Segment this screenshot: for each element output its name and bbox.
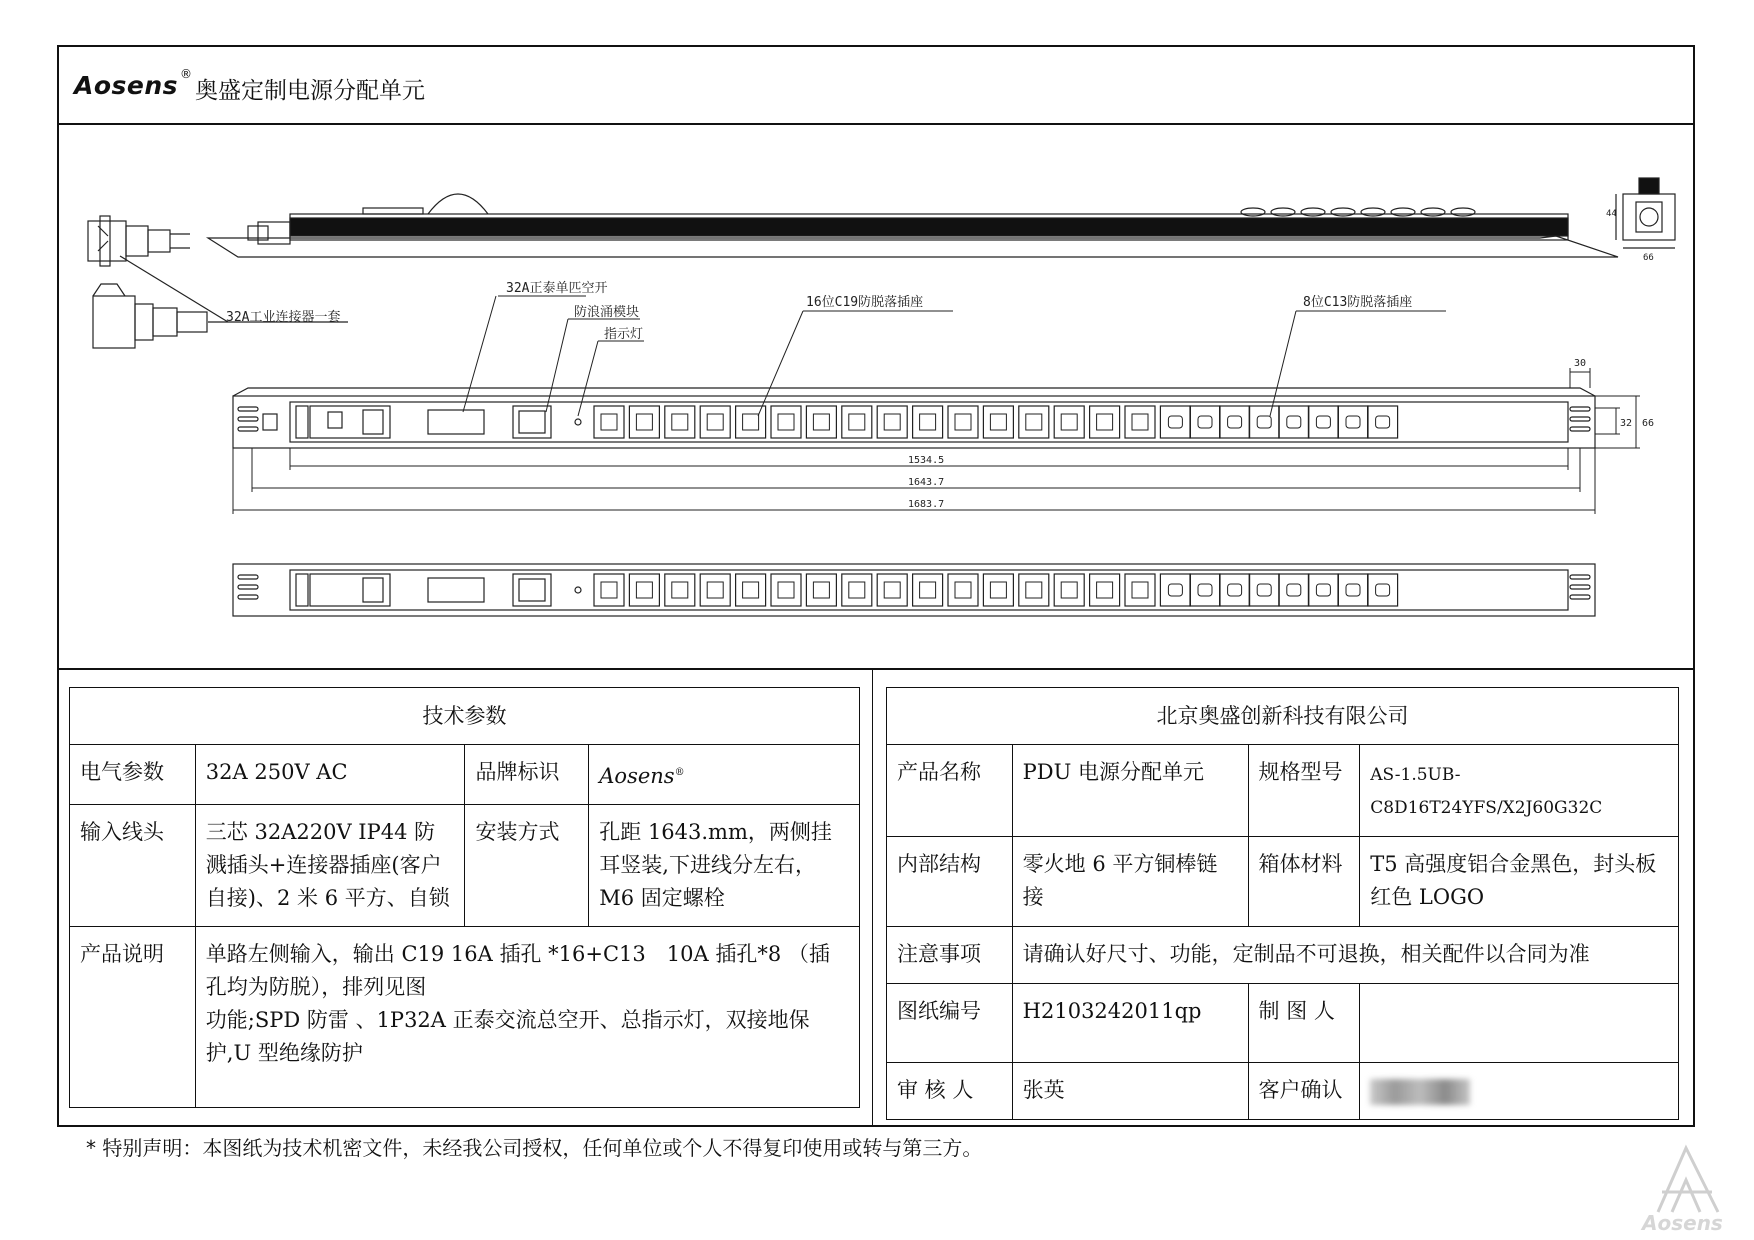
svg-text:66: 66 [1643, 253, 1654, 263]
c13-outlet-icon [1368, 406, 1398, 438]
label-c19: 16位C19防脱落插座 [806, 295, 924, 310]
label-drawing-no: 图纸编号 [887, 984, 1013, 1063]
svg-text:1643.7: 1643.7 [908, 477, 945, 488]
c19-outlet-icon [1054, 406, 1084, 438]
c19-outlet-icon [842, 406, 872, 438]
top-outlets [1241, 208, 1475, 216]
c19-outlet-icon [1054, 574, 1084, 606]
value-customer-confirm [1360, 1063, 1679, 1120]
label-model: 规格型号 [1248, 745, 1360, 837]
mounting-ear-left [238, 407, 258, 431]
side-view [208, 194, 1618, 257]
c19-outlet-icon [665, 406, 695, 438]
value-material: T5 高强度铝合金黑色，封头板红色 LOGO [1360, 837, 1679, 927]
label-electrical: 电气参数 [70, 745, 196, 805]
svg-text:1534.5: 1534.5 [908, 455, 945, 466]
section-divider [57, 668, 1695, 670]
watermark-logo [1638, 1140, 1738, 1235]
label-notice: 注意事项 [887, 927, 1013, 984]
c19-outlet-icon [806, 406, 836, 438]
c19-outlet-icon [771, 406, 801, 438]
c19-outlet-icon [771, 574, 801, 606]
label-customer-confirm: 客户确认 [1248, 1063, 1360, 1120]
c13-outlet-icon [1249, 406, 1279, 438]
watermark-text: Aosens [1642, 1211, 1723, 1235]
c19-outlet-icon [913, 574, 943, 606]
column-divider [872, 668, 873, 1127]
c13-outlet-icon [1308, 406, 1338, 438]
tech-heading: 技术参数 [70, 688, 860, 745]
label-product-name: 产品名称 [887, 745, 1013, 837]
c19-outlet-icon [842, 574, 872, 606]
label-breaker: 32A正泰单匹空开 [506, 281, 608, 296]
svg-text:44: 44 [1606, 209, 1617, 219]
label-install: 安装方式 [465, 805, 589, 927]
label-input: 输入线头 [70, 805, 196, 927]
c19-outlet-icon [1019, 406, 1049, 438]
label-material: 箱体材料 [1248, 837, 1360, 927]
value-input: 三芯 32A220V IP44 防溅插头+连接器插座(客户自接)、2 米 6 平方、自锁 [195, 805, 465, 927]
c19-outlet-icon [948, 574, 978, 606]
c13-outlet-icon [1338, 574, 1368, 606]
value-model: AS-1.5UB-C8D16T24YFS/X2J60G32C [1360, 745, 1679, 837]
label-c13: 8位C13防脱落插座 [1303, 295, 1413, 310]
c19-outlet-icon [629, 574, 659, 606]
value-drawing-no: H2103242011qp [1012, 984, 1248, 1063]
registered-mark: ® [180, 67, 192, 81]
value-structure: 零火地 6 平方铜棒链接 [1012, 837, 1248, 927]
c13-outlet-icon [1160, 574, 1190, 606]
label-brand: 品牌标识 [465, 745, 589, 805]
svg-text:32: 32 [1620, 418, 1633, 429]
c19-outlet-icon [913, 406, 943, 438]
title-block [57, 45, 1695, 125]
c19-outlet-icon [1019, 574, 1049, 606]
value-drafter [1360, 984, 1679, 1063]
c13-outlet-icon [1338, 406, 1368, 438]
c19-outlet-icon [736, 574, 766, 606]
c19-outlet-icon [1090, 406, 1120, 438]
c19-outlet-icon [629, 406, 659, 438]
c13-outlet-icon [1368, 574, 1398, 606]
c19-outlet-icon [983, 406, 1013, 438]
svg-text:30: 30 [1574, 358, 1587, 369]
value-description: 单路左侧输入，输出 C19 16A 插孔 *16+C13 10A 插孔*8 （插孔均为防脱），排列见图 功能;SPD 防雷 、1P32A 正泰交流总空开、总指示灯，双接地保护,U 型绝缘防护 [195, 927, 859, 1108]
label-drafter: 制 图 人 [1248, 984, 1360, 1063]
connector-socket-icon [93, 284, 207, 348]
value-electrical: 32A 250V AC [195, 745, 465, 805]
c19-outlet-icon [806, 574, 836, 606]
redacted-signature [1370, 1079, 1470, 1105]
label-structure: 内部结构 [887, 837, 1013, 927]
tech-params-table [69, 687, 860, 1108]
label-reviewer: 审 核 人 [887, 1063, 1013, 1120]
c13-outlet-icon [1249, 574, 1279, 606]
svg-text:66: 66 [1642, 418, 1655, 429]
c19-outlet-icon [700, 574, 730, 606]
c13-outlet-icon [1220, 406, 1250, 438]
c19-outlet-icon [1090, 574, 1120, 606]
company-heading: 北京奥盛创新科技有限公司 [887, 688, 1679, 745]
industrial-plug-icon [88, 216, 190, 266]
technical-drawing [58, 126, 1694, 666]
c19-outlet-icon [948, 406, 978, 438]
front-view-bottom [233, 564, 1595, 616]
c19-outlet-icon [736, 406, 766, 438]
end-view [1606, 178, 1675, 263]
value-reviewer: 张英 [1012, 1063, 1248, 1120]
value-notice: 请确认好尺寸、功能，定制品不可退换，相关配件以合同为准 [1012, 927, 1678, 984]
c19-outlet-icon [983, 574, 1013, 606]
c19-outlet-icon [1125, 406, 1155, 438]
company-table [886, 687, 1679, 1120]
c13-outlet-icon [1308, 574, 1338, 606]
svg-text:1683.7: 1683.7 [908, 499, 945, 510]
c19-outlet-icon [594, 574, 624, 606]
c19-outlet-icon [700, 406, 730, 438]
c13-outlet-icon [1279, 574, 1309, 606]
value-product-name: PDU 电源分配单元 [1012, 745, 1248, 837]
document-title: 奥盛定制电源分配单元 [195, 78, 425, 104]
label-indicator: 指示灯 [604, 327, 644, 342]
c19-outlet-icon [594, 406, 624, 438]
value-brand: Aosens® [589, 745, 860, 805]
c13-outlet-icon [1160, 406, 1190, 438]
brand-logo: Aosens [74, 71, 179, 100]
value-install: 孔距 1643.mm，两侧挂耳竖装,下进线分左右，M6 固定螺栓 [589, 805, 860, 927]
label-surge: 防浪涌模块 [574, 305, 640, 320]
c13-outlet-icon [1190, 406, 1220, 438]
c13-outlet-icon [1190, 574, 1220, 606]
label-description: 产品说明 [70, 927, 196, 1108]
confidential-note: * 特别声明：本图纸为技术机密文件，未经我公司授权，任何单位或个人不得复印使用或转与第三方。 [86, 1136, 983, 1160]
c19-outlet-icon [665, 574, 695, 606]
c19-outlet-icon [877, 406, 907, 438]
c13-outlet-icon [1279, 406, 1309, 438]
mounting-ear-right [1570, 407, 1590, 431]
c19-outlet-icon [1125, 574, 1155, 606]
label-connector: 32A工业连接器一套 [226, 310, 341, 325]
c13-outlet-icon [1220, 574, 1250, 606]
c19-outlet-icon [877, 574, 907, 606]
front-view [233, 388, 1595, 448]
